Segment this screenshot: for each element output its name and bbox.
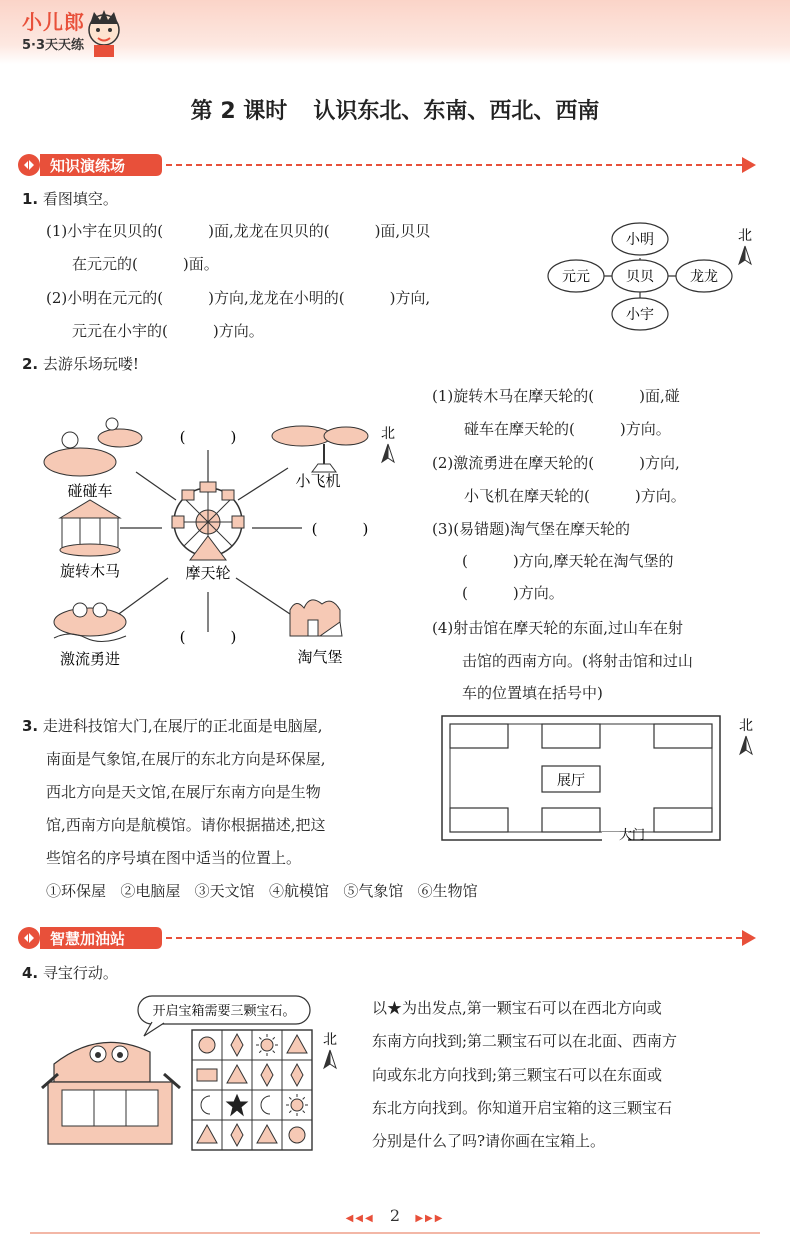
bubble-text: 开启宝箱需要三颗宝石。 <box>152 1004 296 1019</box>
section-wisdom-label: 智慧加油站 <box>50 930 126 948</box>
label-castle: 淘气堡 <box>297 648 343 666</box>
label-ferris-wheel: 摩天轮 <box>185 564 231 582</box>
q3-option: ④航模馆 <box>268 882 329 900</box>
q3-option: ①环保屋 <box>46 882 107 900</box>
q2-header <box>22 353 139 375</box>
section-divider <box>166 164 742 166</box>
q2-amusement-park-map <box>40 410 420 678</box>
q2-line: (2)激流勇进在摩天轮的( )方向, <box>432 454 680 472</box>
q3-option: ⑥生物馆 <box>417 882 478 900</box>
q3-line: 西北方向是天文馆,在展厅东南方向是生物 <box>46 783 321 801</box>
north-arrow-icon <box>324 1050 330 1068</box>
blank-bottom: ( ) <box>179 628 237 646</box>
page-number: 2 <box>389 1206 401 1225</box>
section-arrow-icon <box>742 930 756 946</box>
lesson-title <box>0 94 790 125</box>
q2-number: 2. <box>22 355 39 373</box>
north-arrow-icon <box>382 444 388 462</box>
label-right: 龙龙 <box>690 269 718 285</box>
north-arrow-icon <box>740 736 746 754</box>
q3-option: ②电脑屋 <box>120 882 181 900</box>
q1-line: 元元在小宇的( )方向。 <box>72 322 264 340</box>
label-rafting: 激流勇进 <box>59 650 121 668</box>
q2-line: (1)旋转木马在摩天轮的( )面,碰 <box>432 387 680 405</box>
blank-top: ( ) <box>179 428 237 446</box>
footer-divider <box>30 1232 760 1234</box>
prev-arrows-icon: ◀◀◀ <box>345 1213 375 1224</box>
label-carousel: 旋转木马 <box>59 562 121 580</box>
q2-line: 碰车在摩天轮的( )方向。 <box>464 420 671 438</box>
carousel-icon <box>60 500 120 556</box>
label-bumper-car: 碰碰车 <box>67 482 113 500</box>
brand-logo <box>10 6 120 60</box>
q2-line: 小飞机在摩天轮的( )方向。 <box>464 487 686 505</box>
q4-number: 4. <box>22 964 39 982</box>
q2-prompt: 去游乐场玩喽! <box>42 355 139 373</box>
brand-name: 小儿郎 <box>22 10 85 34</box>
q3-museum-floorplan <box>440 712 760 852</box>
q2-line: (3)(易错题)淘气堡在摩天轮的 <box>432 520 630 538</box>
label-exhibition-hall: 展厅 <box>557 773 585 789</box>
gem-grid <box>192 1030 312 1150</box>
q2-line: ( )方向,摩天轮在淘气堡的 <box>462 552 674 570</box>
q4-treasure-illustration <box>40 992 350 1162</box>
label-bottom: 小宇 <box>626 307 654 323</box>
north-arrow-icon <box>739 246 745 264</box>
q1-line: (2)小明在元元的( )方向,龙龙在小明的( )方向, <box>46 289 431 307</box>
q2-line: ( )方向。 <box>462 584 564 602</box>
section-wisdom <box>16 925 756 951</box>
q3-header <box>22 715 322 737</box>
q3-option: ⑤气象馆 <box>343 882 404 900</box>
section-arrow-icon <box>742 157 756 173</box>
q3-line: 走进科技馆大门,在展厅的正北面是电脑屋, <box>42 717 323 735</box>
label-main-gate: 大门 <box>618 828 646 843</box>
q1-number: 1. <box>22 190 39 208</box>
section-practice <box>16 152 756 178</box>
brand-series: 5·3天天练 <box>22 38 85 53</box>
q1-line: 在元元的( )面。 <box>72 255 219 273</box>
q3-options <box>46 880 478 902</box>
circle-gem-icon <box>289 1127 305 1143</box>
section-practice-label: 知识演练场 <box>50 157 126 175</box>
label-center: 贝贝 <box>626 269 654 285</box>
bumper-car-icon <box>44 418 142 476</box>
circle-gem-icon <box>199 1037 215 1053</box>
treasure-chest-icon <box>42 1042 180 1144</box>
rafting-icon <box>54 603 126 642</box>
q2-line: 击馆的西南方向。(将射击馆和过山 <box>462 652 693 670</box>
q4-line: 分别是什么了吗?请你画在宝箱上。 <box>372 1132 606 1150</box>
q4-prompt: 寻宝行动。 <box>42 964 118 982</box>
label-left: 元元 <box>562 269 590 285</box>
q1-header <box>22 188 118 210</box>
lesson-topic: 认识东北、东南、西北、西南 <box>313 99 600 124</box>
q4-line: 东北方向找到。你知道开启宝箱的这三颗宝石 <box>372 1099 673 1117</box>
next-arrows-icon: ▶▶▶ <box>415 1213 445 1224</box>
q3-option: ③天文馆 <box>194 882 255 900</box>
north-label: 北 <box>738 228 752 244</box>
rect-gem-icon <box>197 1069 217 1081</box>
q2-line: (4)射击馆在摩天轮的东面,过山车在射 <box>432 619 684 637</box>
q4-line: 向或东北方向找到;第三颗宝石可以在东面或 <box>372 1066 663 1084</box>
ferris-wheel-icon <box>172 482 244 560</box>
castle-icon <box>290 600 342 636</box>
q3-number: 3. <box>22 717 39 735</box>
q1-line: (1)小宇在贝贝的( )面,龙龙在贝贝的( )面,贝贝 <box>46 222 431 240</box>
q3-line: 些馆名的序号填在图中适当的位置上。 <box>46 849 302 867</box>
label-mini-plane: 小飞机 <box>295 472 341 490</box>
north-label: 北 <box>323 1032 337 1048</box>
north-label: 北 <box>381 426 395 442</box>
q1-prompt: 看图填空。 <box>42 190 118 208</box>
q4-header <box>22 962 118 984</box>
q1-position-diagram <box>540 218 770 336</box>
q3-line: 馆,西南方向是航模馆。请你根据描述,把这 <box>46 816 326 834</box>
q4-line: 东南方向找到;第二颗宝石可以在北面、西南方 <box>372 1032 678 1050</box>
section-divider <box>166 937 742 939</box>
q3-line: 南面是气象馆,在展厅的东北方向是环保屋, <box>46 750 326 768</box>
blank-right: ( ) <box>311 520 369 538</box>
mascot-icon <box>82 8 126 58</box>
lesson-number: 第 2 课时 <box>190 99 288 124</box>
mini-plane-icon <box>272 426 368 472</box>
label-top: 小明 <box>626 232 654 248</box>
q2-line: 车的位置填在括号中) <box>462 684 603 702</box>
page-footer <box>0 1206 790 1225</box>
q4-line: 以★为出发点,第一颗宝石可以在西北方向或 <box>372 999 662 1017</box>
north-label: 北 <box>739 718 753 734</box>
